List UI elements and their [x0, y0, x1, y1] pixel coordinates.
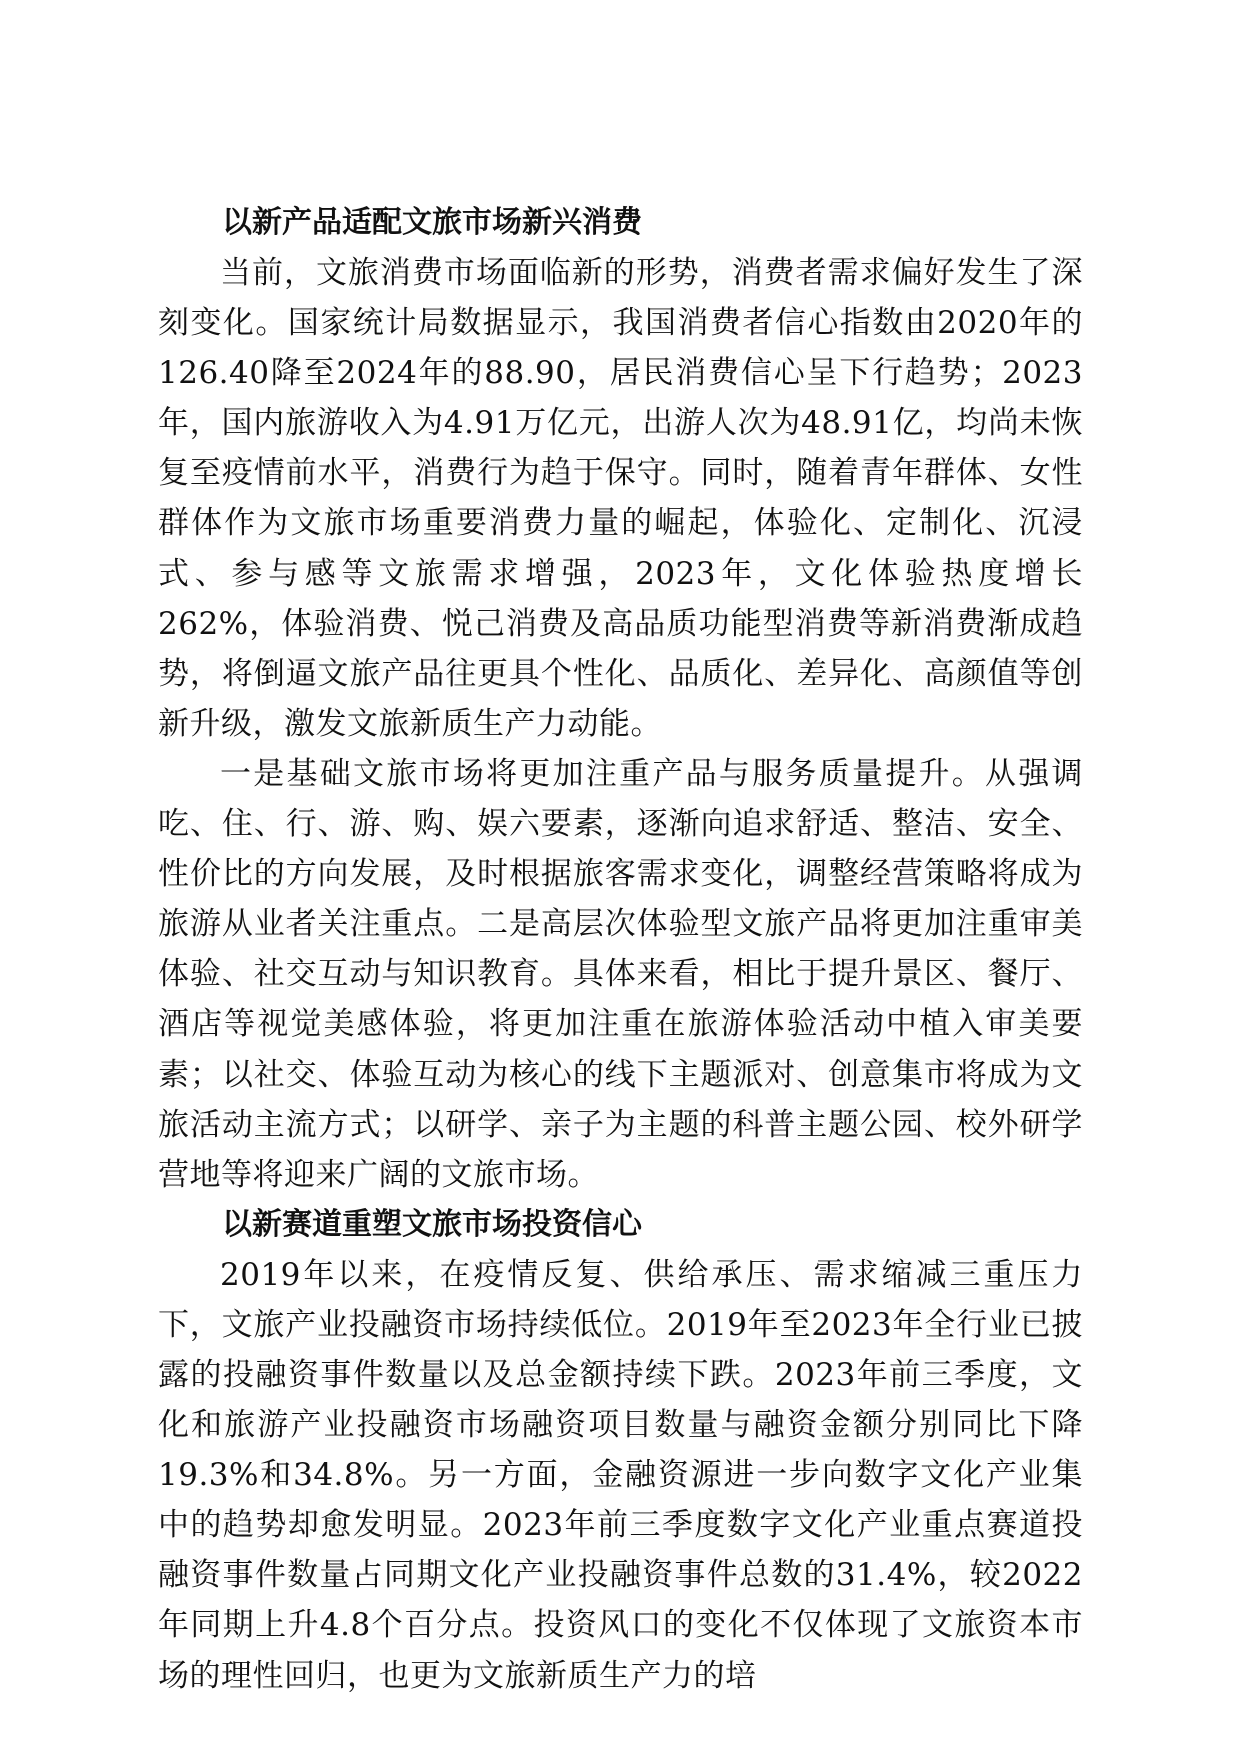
paragraph-consumption-trends: 当前，文旅消费市场面临新的形势，消费者需求偏好发生了深刻变化。国家统计局数据显示，我国消费者信心指数由2020年的126.40降至2024年的88.90，居民消费信心呈下行趋势；2023年，国内旅游收入为4.91万亿元，出游人次为48.91亿，均尚未恢复至疫情前水平，消费行为趋于保守。同时，随着青年群体、女性群体作为文旅市场重要消费力量的崛起，体验化、定制化、沉浸式、参与感等文旅需求增强，2023年，文化体验热度增长262%，体验消费、悦己消费及高品质功能型消费等新消费渐成趋势，将倒逼文旅产品往更具个性化、品质化、差异化、高颜值等创新升级，激发文旅新质生产力动能。 [158, 255, 1083, 742]
section-heading-investment: 以新赛道重塑文旅市场投资信心 [222, 1206, 642, 1242]
paragraph-product-upgrade: 一是基础文旅市场将更加注重产品与服务质量提升。从强调吃、住、行、游、购、娱六要素，逐渐向追求舒适、整洁、安全、性价比的方向发展，及时根据旅客需求变化，调整经营策略将成为旅游从业者关注重点。二是高层次体验型文旅产品将更加注重审美体验、社交互动与知识教育。具体来看，相比于提升景区、餐厅、酒店等视觉美感体验，将更加注重在旅游体验活动中植入审美要素；以社交、体验互动为核心的线下主题派对、创意集市将成为文旅活动主流方式；以研学、亲子为主题的科普主题公园、校外研学营地等将迎来广阔的文旅市场。 [158, 755, 1083, 1193]
paragraph-investment-market: 2019年以来，在疫情反复、供给承压、需求缩减三重压力下，文旅产业投融资市场持续低位。2019年至2023年全行业已披露的投融资事件数量以及总金额持续下跌。2023年前三季度，文化和旅游产业投融资市场融资项目数量与融资金额分别同比下降19.3%和34.8%。另一方面，金融资源进一步向数字文化产业集中的趋势却愈发明显。2023年前三季度数字文化产业重点赛道投融资事件数量占同期文化产业投融资事件总数的31.4%，较2022年同期上升4.8个百分点。投资风口的变化不仅体现了文旅资本市场的理性回归，也更为文旅新质生产力的培 [158, 1256, 1083, 1694]
section-heading-consumption: 以新产品适配文旅市场新兴消费 [222, 205, 642, 240]
document-page [158, 198, 1083, 1701]
